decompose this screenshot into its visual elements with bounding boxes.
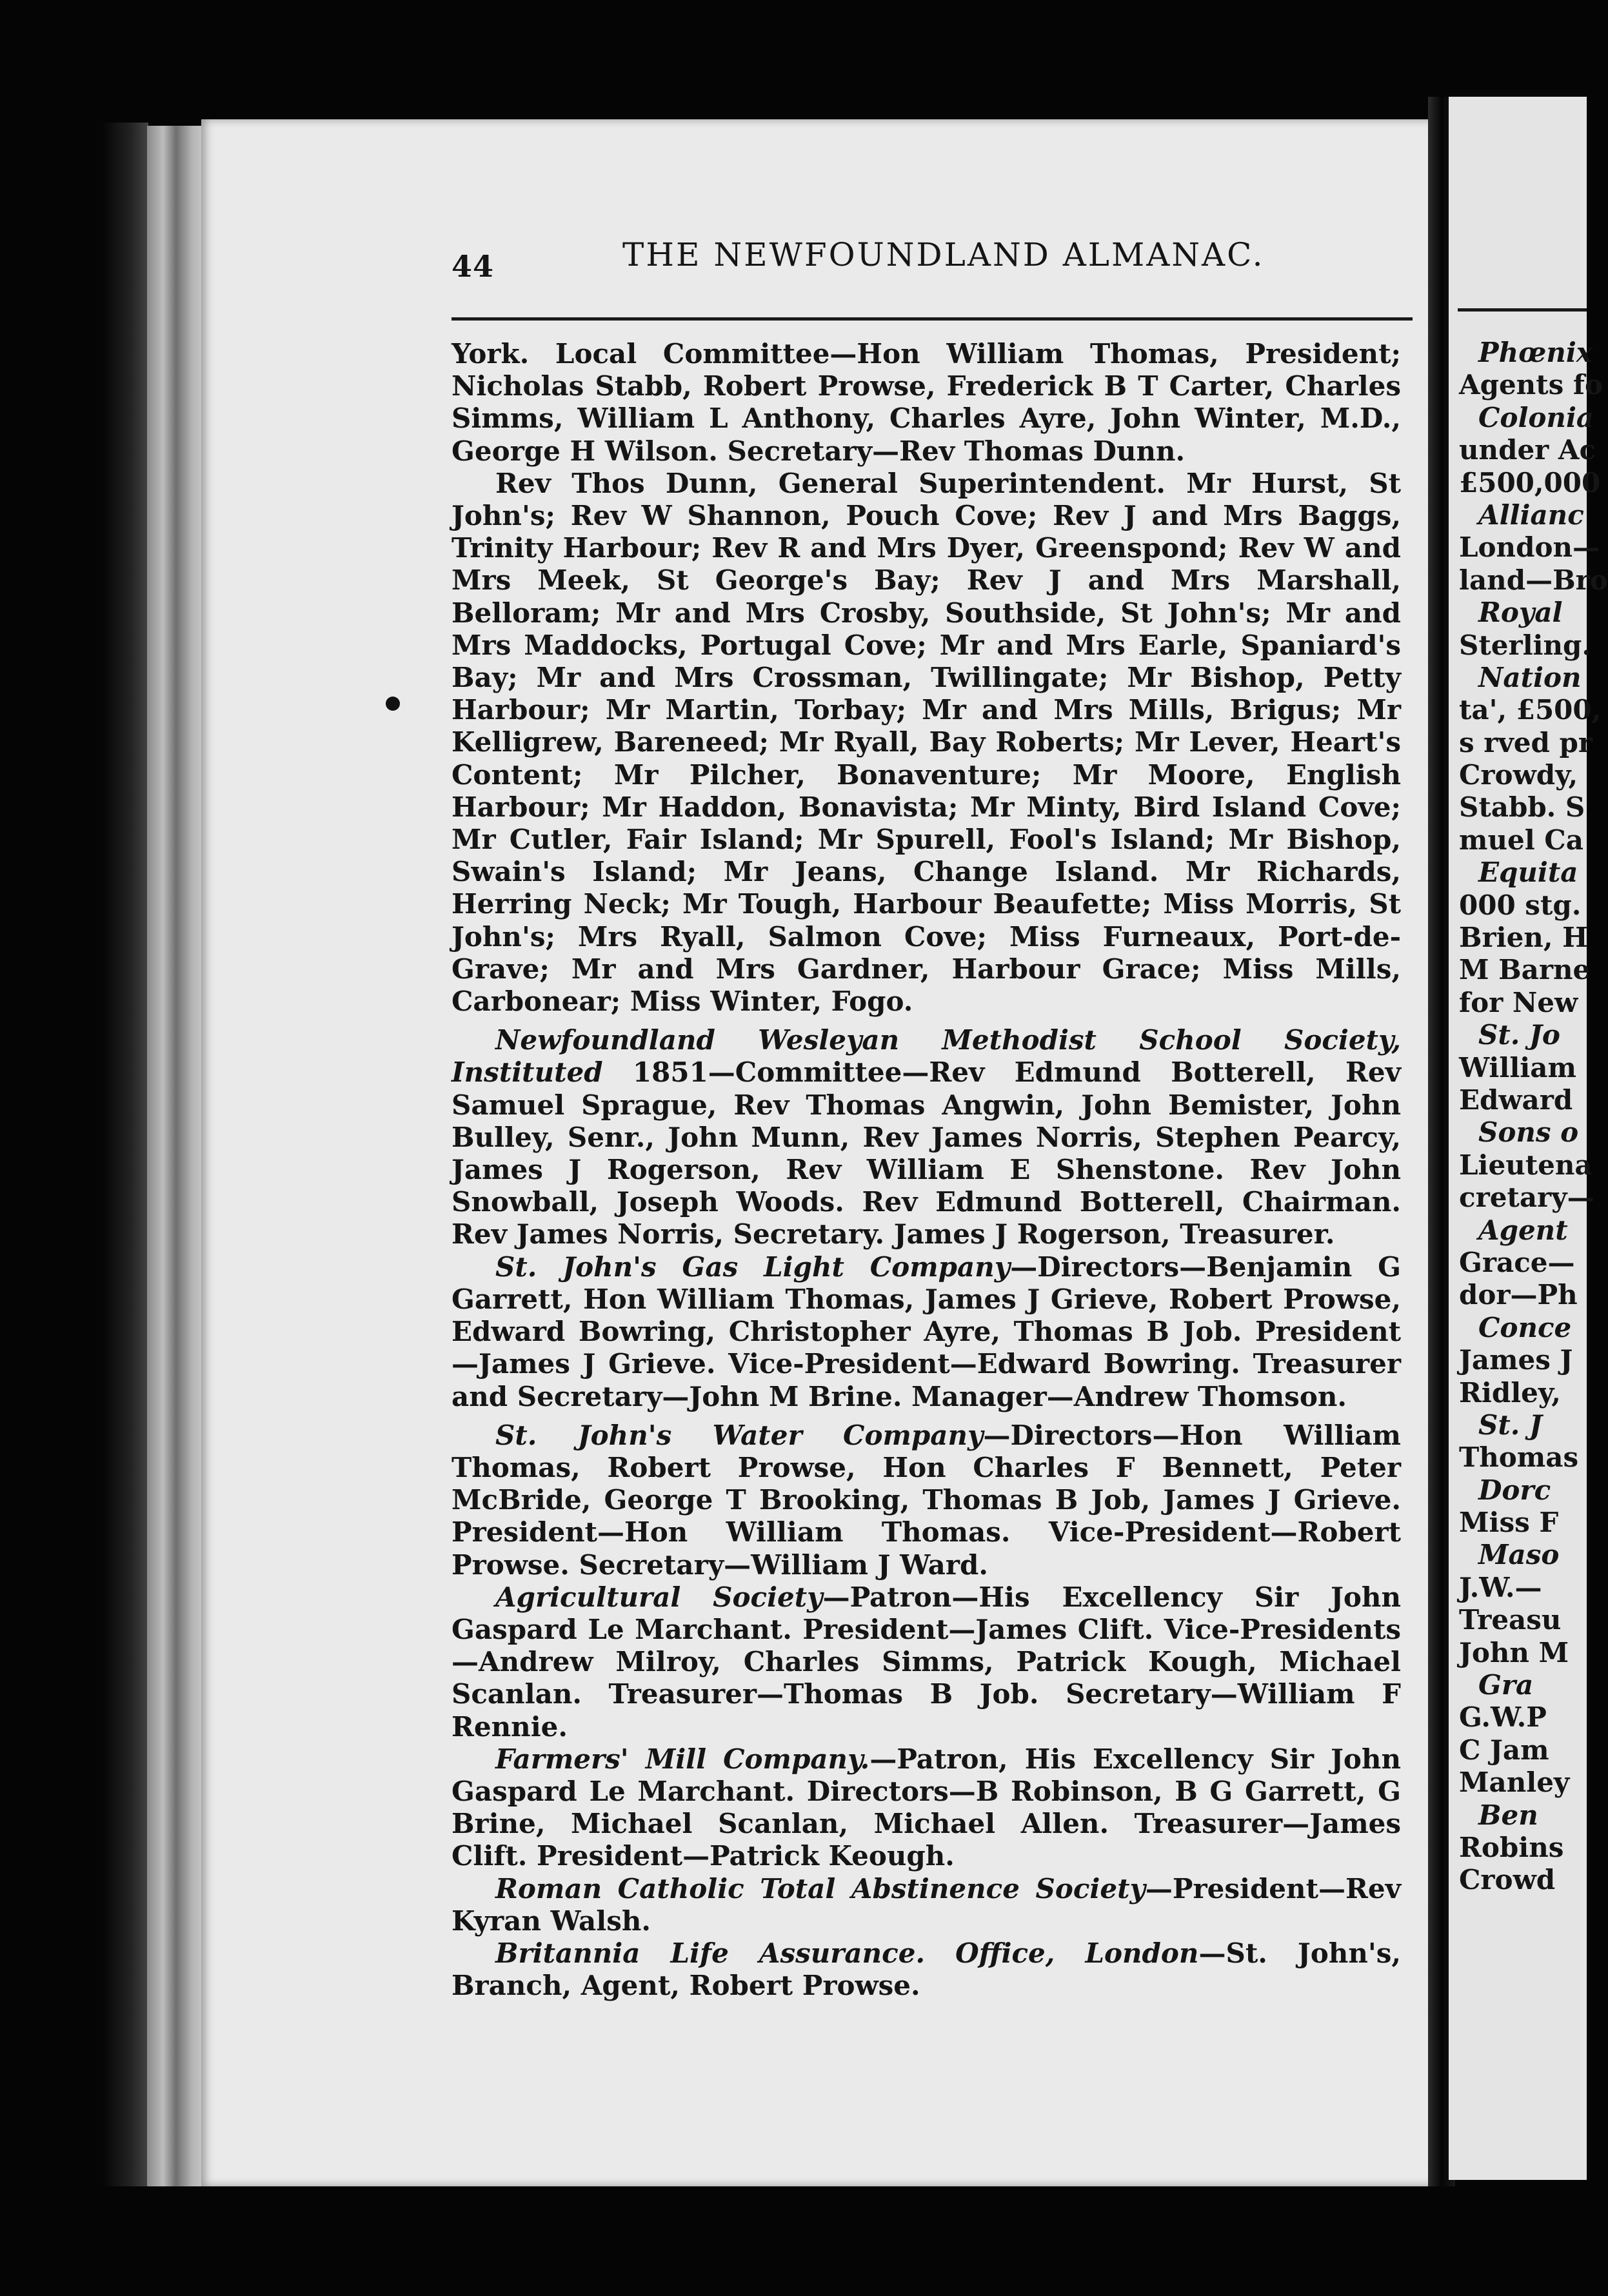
running-title: THE NEWFOUNDLAND ALMANAC. [622, 236, 1265, 273]
facing-page-line: land—Bro [1459, 564, 1608, 596]
paragraph [452, 1873, 1401, 1937]
paragraph [452, 338, 1401, 468]
facing-page-line: William [1459, 1051, 1576, 1084]
paragraph-lead: Newfoundland Wesleyan Methodist School Society, Instituted [452, 1024, 1401, 1089]
facing-page-rule [1458, 308, 1587, 312]
paragraph [452, 468, 1401, 1018]
facing-page-line: ta', £500, [1459, 694, 1602, 726]
facing-page-line: Stabb. S [1459, 791, 1585, 824]
facing-page-line: Phœnix [1478, 337, 1593, 368]
facing-page-line: Crowdy, [1459, 759, 1578, 791]
facing-page-line: Grace— [1459, 1246, 1575, 1278]
paragraph [452, 1743, 1401, 1873]
facing-page-line: Miss F [1459, 1507, 1559, 1539]
facing-page-fragment [1459, 337, 1608, 1897]
facing-page-line: James J [1459, 1344, 1573, 1376]
facing-page-line: Ben [1478, 1799, 1538, 1831]
paragraph-lead: Agricultural Society [495, 1581, 823, 1613]
margin-mark [386, 697, 400, 711]
facing-page-line: London— [1459, 531, 1600, 564]
paragraph-text: 1851—Committee—Rev Edmund Botterell, Rev Samuel Sprague, Rev Thomas Angwin, John Bemister, John Bulley, Senr., John Munn, Rev James Norris, Stephen Pearcy, James J Rogerson, Rev William E Shenstone. Rev John Snowball, Joseph Woods. Rev Edmund Botterell, Chairman. Rev James Norris, Secretary. James J Rogerson, Treasurer. [452, 1056, 1401, 1251]
facing-page-line: cretary— [1459, 1182, 1594, 1214]
facing-page-line: for New [1459, 986, 1578, 1018]
facing-page-line: Equita [1478, 856, 1578, 889]
paragraph-lead: St. John's Water Company [495, 1419, 984, 1451]
spine-shadow [103, 123, 148, 2186]
paragraph-text: —St. John's, Branch, Agent, Robert Prowse. [452, 1937, 1402, 2002]
facing-page-line: Sterling. [1459, 629, 1592, 661]
facing-page-line: Treasu [1459, 1604, 1562, 1636]
facing-page-line: Crowd [1459, 1864, 1556, 1896]
paragraph-text: Rev Thos Dunn, General Superintendent. Mr Hurst, St John's; Rev W Shannon, Pouch Cove; Rev J and Mrs Baggs, Trinity Harbour; Rev R and Mrs Dyer, Greenspond; Rev W and Mrs Meek, St George's Bay; Rev J and Mrs Marshall, Belloram; Mr and Mrs Crosby, Southside, St John's; Mr and Mrs Maddocks, Portugal Cove; Mr and Mrs Earle, Spaniard's Bay; Mr and Mrs Crossman, Twillingate; Mr Bishop, Petty Harbour; Mr Martin, Torbay; Mr and Mrs Mills, Brigus; Mr Kelligrew, Bareneed; Mr Ryall, Bay Roberts; Mr Lever, Heart's Content; Mr Pilcher, Bonaventure; Mr Moore, English Harbour; Mr Haddon, Bonavista; Mr Minty, Bird Island Cove; Mr Cutler, Fair Island; Mr Spurell, Fool's Island; Mr Bishop, Swain's Island; Mr Jeans, Change Island. Mr Richards, Herring Neck; Mr Tough, Harbour Beaufette; Miss Morris, St John's; Mrs Ryall, Salmon Cove; Miss Furneaux, Port-de-Grave; Mr and Mrs Gardner, Harbour Grace; Miss Mills, Carbonear; Miss Winter, Fogo. [452, 467, 1401, 1018]
header-rule [452, 317, 1413, 321]
paragraph [452, 1251, 1401, 1413]
facing-page-line: C Jam [1459, 1734, 1549, 1766]
facing-page-line: St. Jo [1478, 1019, 1560, 1051]
facing-page-line: dor—Ph [1459, 1279, 1578, 1311]
paragraph [452, 1937, 1401, 2002]
facing-page-line: Ridley, [1459, 1376, 1561, 1409]
facing-page-line: £500,000 [1459, 466, 1601, 499]
facing-page-line: Maso [1478, 1539, 1560, 1571]
paragraph [452, 1420, 1401, 1581]
facing-page-line: Lieutena [1459, 1149, 1593, 1181]
paragraph-lead: Roman Catholic Total Abstinence Society [495, 1872, 1146, 1905]
body-text [452, 338, 1401, 2002]
facing-page-line: Conce [1478, 1311, 1572, 1343]
facing-page-line: M Barne [1459, 954, 1591, 986]
facing-page-line: under Ac [1459, 434, 1596, 466]
facing-page-line: Royal [1478, 597, 1563, 629]
paragraph [452, 1024, 1401, 1251]
paragraph-text: —Directors—Hon William Thomas, Robert Prowse, Hon Charles F Bennett, Peter McBride, George T Brooking, Thomas B Job, James J Grieve. President—Hon William Thomas. Vice-President—Robert Prowse. Secretary—William J Ward. [452, 1419, 1401, 1581]
facing-page-line: muel Ca [1459, 824, 1583, 856]
facing-page-line: Edward [1459, 1084, 1573, 1116]
facing-page-line: Colonia [1478, 401, 1594, 433]
page-number: 44 [452, 249, 495, 284]
paragraph [452, 1581, 1401, 1743]
paragraph-lead: Farmers' Mill Company. [495, 1743, 870, 1775]
facing-page-line: John M [1459, 1636, 1569, 1668]
facing-page-line: St. J [1478, 1409, 1542, 1441]
facing-page-line: Thomas [1459, 1441, 1579, 1474]
paragraph-text: —President—Rev Kyran Walsh. [452, 1872, 1401, 1937]
facing-page-line: Robins [1459, 1831, 1564, 1863]
facing-page-line: Nation [1478, 661, 1582, 693]
facing-page-line: Manley [1459, 1767, 1570, 1799]
facing-page-line: G.W.P [1459, 1701, 1547, 1734]
paragraph-text: —Patron—His Excellency Sir John Gaspard Le Marchant. President—James Clift. Vice-Presidents—Andrew Milroy, Charles Simms, Patrick Kough, Michael Scanlan. Treasurer—Thomas B Job. Secretary—William F Rennie. [452, 1581, 1401, 1743]
paragraph-text: —Directors—Benjamin G Garrett, Hon William Thomas, James J Grieve, Robert Prowse, Edward Bowring, Christopher Ayre, Thomas B Job. President—James J Grieve. Vice-President—Edward Bowring. Treasurer and Secretary—John M Brine. Manager—Andrew Thomson. [452, 1251, 1402, 1412]
facing-page-line: Dorc [1478, 1474, 1551, 1506]
facing-page-line: Agent [1478, 1214, 1568, 1246]
facing-page-line: Gra [1478, 1669, 1534, 1701]
paragraph-lead: Britannia Life Assurance. Office, London [495, 1937, 1199, 1969]
paragraph-lead: St. John's Gas Light Company [495, 1251, 1011, 1283]
facing-page-line: J.W.— [1459, 1571, 1542, 1603]
facing-page-line: Agents fo [1459, 369, 1603, 401]
facing-page-line: 000 stg. [1459, 889, 1582, 921]
paragraph-text: —Patron, His Excellency Sir John Gaspard Le Marchant. Directors—B Robinson, B G Garrett, G Brine, Michael Scanlan, Michael Allen. Treasurer—James Clift. President—Patrick Keough. [452, 1743, 1401, 1872]
facing-page-line: Allianc [1478, 499, 1584, 531]
facing-page-line: s rved pr [1459, 726, 1593, 758]
facing-page-line: Sons o [1478, 1116, 1579, 1149]
paragraph-text: York. Local Committee—Hon William Thomas, President; Nicholas Stabb, Robert Prowse, Frederick B T Carter, Charles Simms, William L Anthony, Charles Ayre, John Winter, M.D., George H Wilson. Secretary—Rev Thomas Dunn. [452, 338, 1401, 467]
facing-page-line: Brien, H [1459, 922, 1588, 954]
